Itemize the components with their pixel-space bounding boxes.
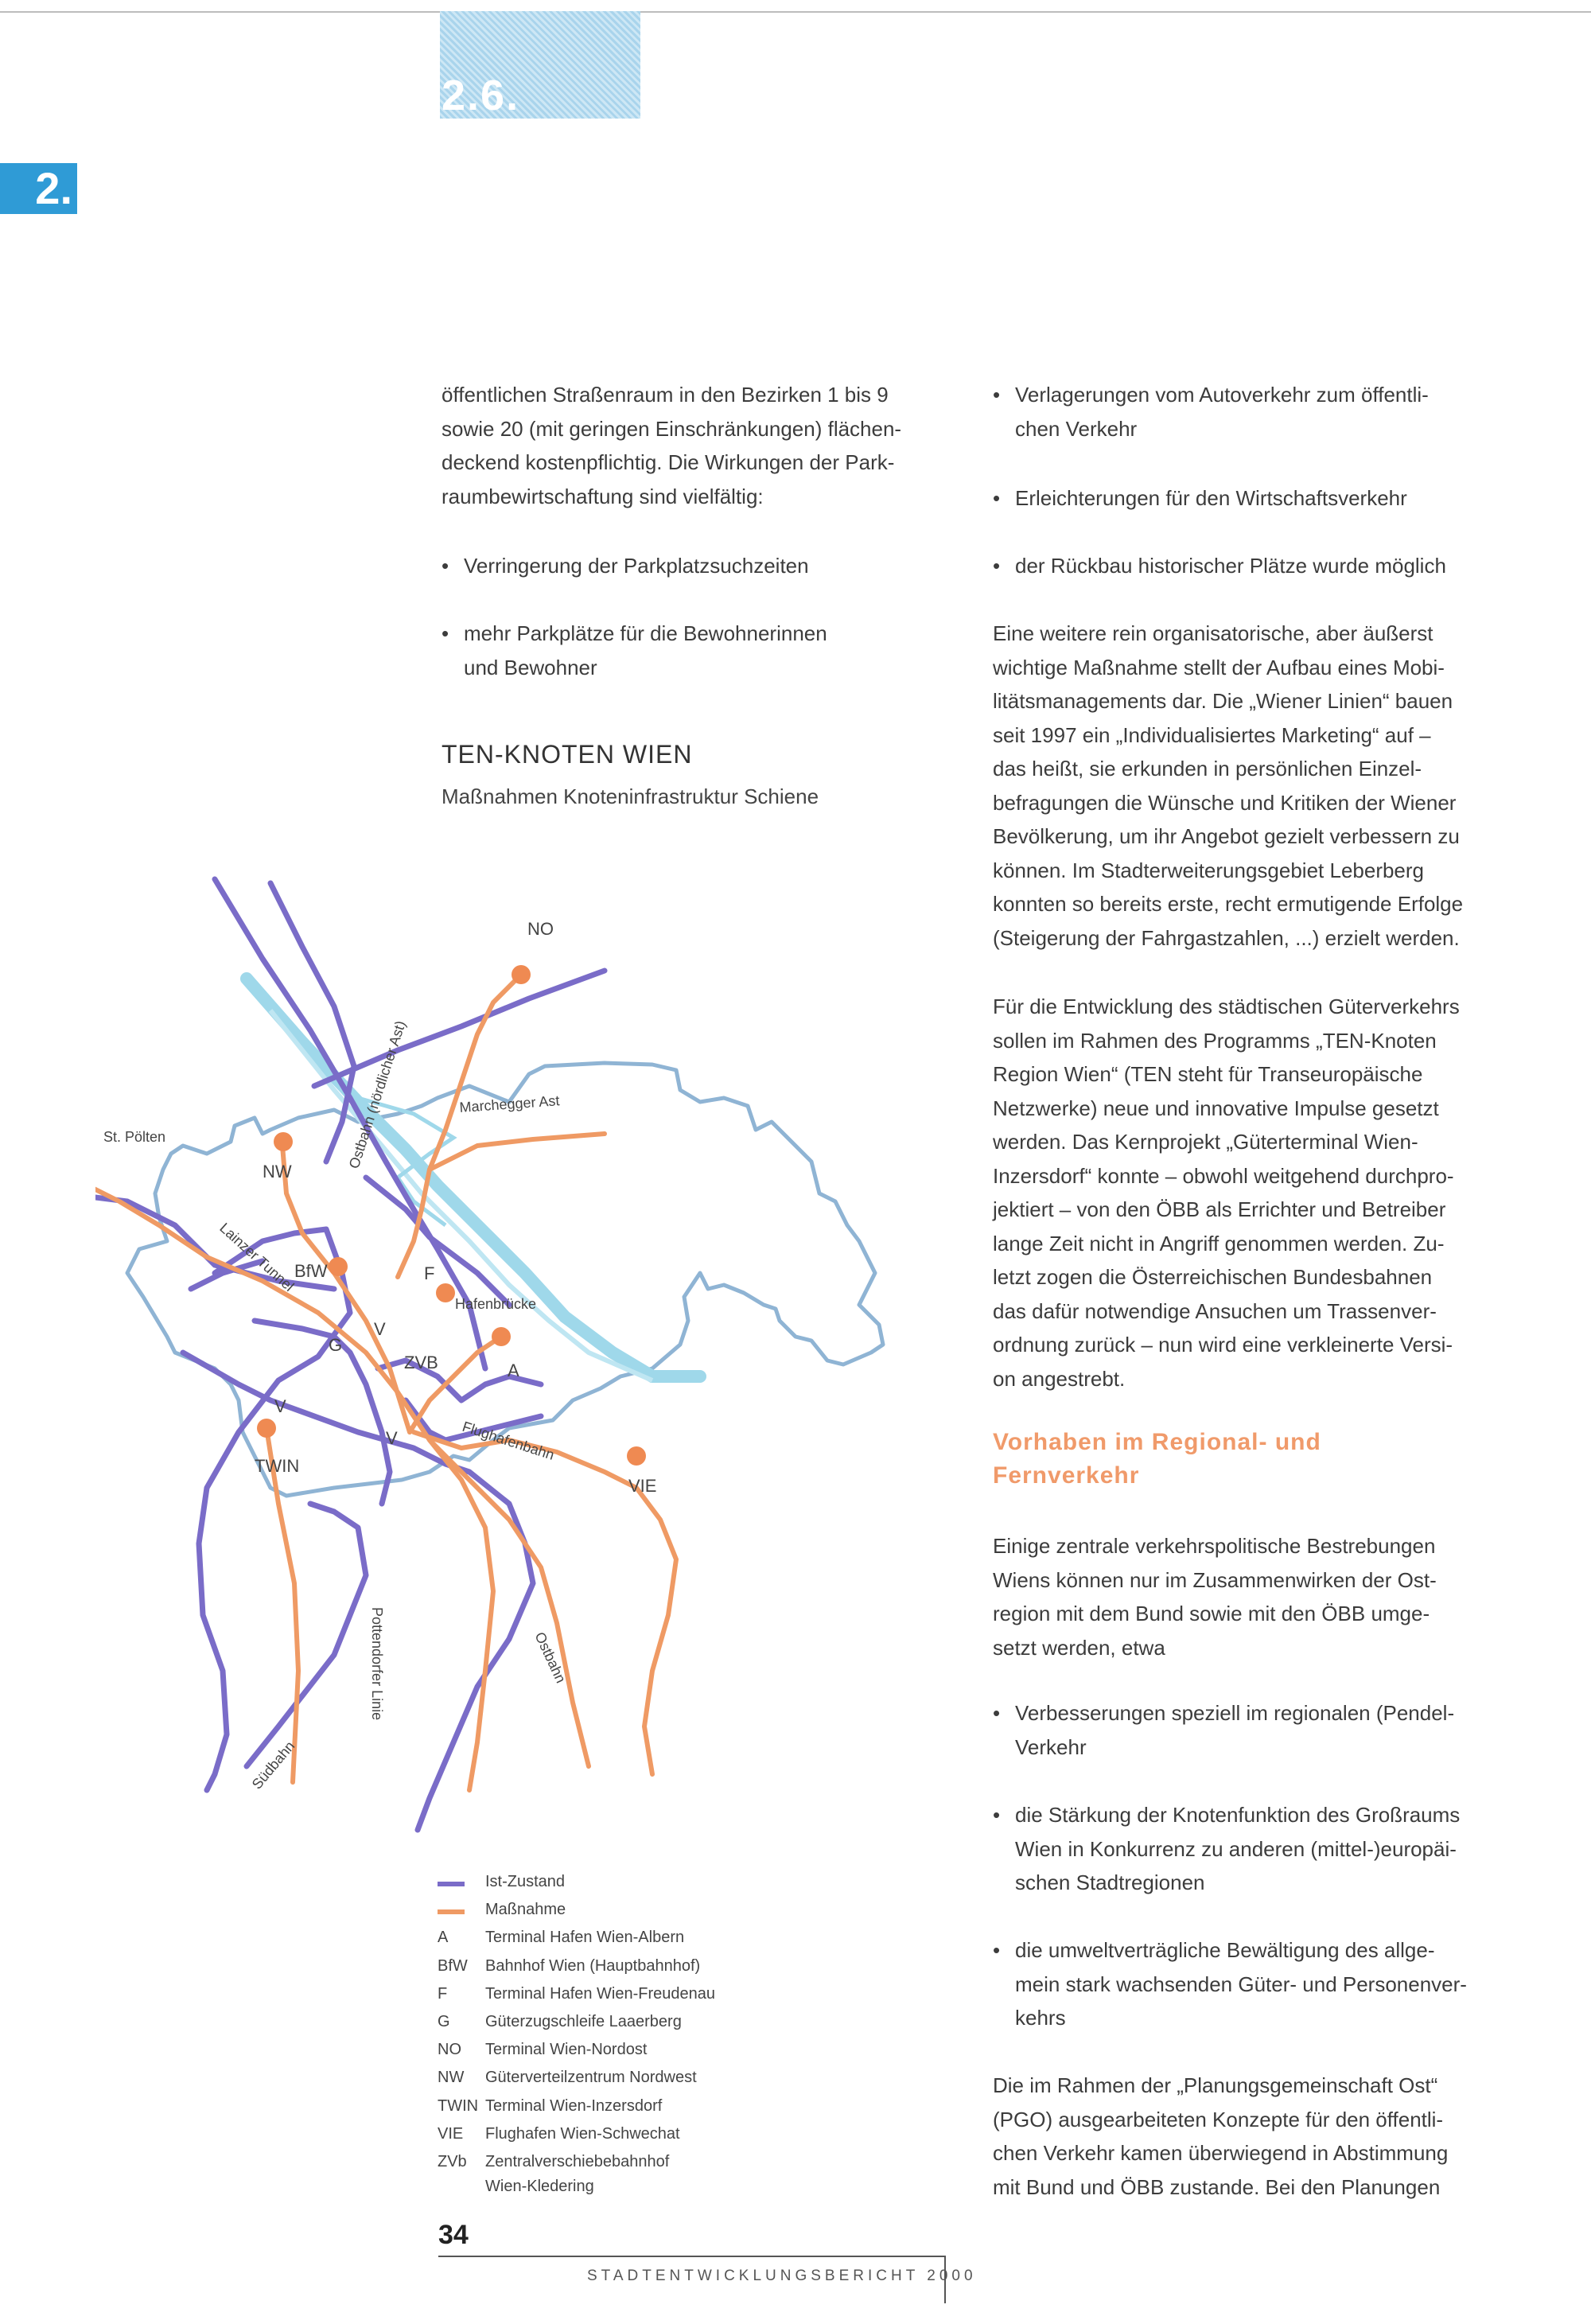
legend-row [438, 2148, 715, 2176]
text-line: region mit dem Bund sowie mit den ÖBB umge- [993, 1602, 1430, 1625]
node-nw [274, 1132, 293, 1151]
existing-line-pottendorf [247, 1504, 366, 1766]
label-g: G [329, 1335, 343, 1355]
node-no [512, 965, 531, 984]
legend-label: Güterverteilzentrum Nordwest [485, 2069, 697, 2087]
label-ostbahn: Ostbahn [531, 1629, 570, 1686]
footer-rule [438, 2256, 944, 2257]
label-flughafenbahn: Flughafenbahn [460, 1418, 557, 1463]
text-line: können. Im Stadterweiterungsgebiet Leberberg [993, 858, 1425, 882]
right-bullet-2 [993, 481, 1502, 516]
legend-row [438, 2036, 715, 2064]
text-line: werden. Das Kernprojekt „Güterterminal Wien- [993, 1130, 1418, 1154]
label-lainzer-tunnel: Lainzer Tunnel [216, 1220, 298, 1294]
legend-row [438, 2176, 715, 2197]
legend-label: Maßnahme [485, 1901, 566, 1919]
bullet-text: die umweltverträgliche Bewältigung des allge- [1015, 1938, 1435, 1962]
label-hafenbruecke: Hafenbrücke [455, 1296, 537, 1312]
paragraph-mobility-management [993, 617, 1502, 955]
text-line: öffentlichen Straßenraum in den Bezirken 1 bis 9 [442, 383, 889, 407]
label-v2: V [274, 1396, 286, 1416]
bullet-text: Verbesserungen speziell im regionalen (Pendel- [1015, 1701, 1455, 1725]
legend-swatch-existing [438, 1882, 465, 1886]
legend-key: NW [438, 2069, 465, 2087]
legend-key [438, 2176, 485, 2197]
text-line: lange Zeit nicht in Angriff genommen werden. Zu- [993, 1231, 1445, 1255]
bullet-text: Erleichterungen für den Wirtschaftsverkehr [1015, 486, 1407, 510]
legend-row [438, 2092, 715, 2120]
legend-label: Flughafen Wien-Schwechat [485, 2124, 680, 2143]
legend-key: ZVb [438, 2153, 467, 2171]
bullet-dot: • [993, 554, 1001, 578]
label-v3: V [386, 1428, 398, 1448]
legend-label: Ist-Zustand [485, 1873, 566, 1890]
bullet-dot: • [993, 383, 1001, 407]
measure-marchegg [430, 1134, 605, 1170]
section-heading [993, 1426, 1502, 1493]
legend-key: G [438, 2013, 450, 2031]
left-bullet-1 [442, 549, 951, 583]
legend-row [438, 1924, 715, 1952]
text-line: wichtige Maßnahme stellt der Aufbau eines Mobi- [993, 655, 1445, 679]
legend-key: F [438, 1984, 448, 2003]
text-line: raumbewirtschaftung sind vielfältig: [442, 484, 764, 508]
legend-key: TWIN [438, 2096, 479, 2115]
text-line: setzt werden, etwa [993, 1635, 1165, 1660]
text-line: chen Verkehr kamen überwiegend in Abstimmung [993, 2141, 1449, 2165]
label-no: NO [527, 919, 554, 939]
legend-label: Zentralverschiebebahnhof [485, 2153, 670, 2171]
node-a [492, 1327, 511, 1346]
label-a: A [508, 1361, 519, 1380]
right-bullet-3 [993, 549, 1502, 583]
heading-line: Fernverkehr [993, 1462, 1140, 1489]
legend-row-measure [438, 1896, 715, 1924]
legend-key: NO [438, 2041, 461, 2059]
text-line: on angestrebt. [993, 1366, 1126, 1391]
node-vie [627, 1446, 646, 1466]
label-marchegger-ast: Marchegger Ast [458, 1092, 561, 1115]
text-line: Eine weitere rein organisatorische, aber äußerst [993, 621, 1433, 645]
bullet-dot: • [993, 1803, 1001, 1827]
text-line: jektiert – von den ÖBB als Errichter und Betreiber [993, 1197, 1446, 1221]
right-bullet-6 [993, 1933, 1502, 2035]
legend-row [438, 2008, 715, 2036]
bullet-text: Wien in Konkurrenz zu anderen (mittel-)europäi- [1015, 1836, 1457, 1861]
heading-line: Vorhaben im Regional- und [993, 1429, 1321, 1455]
text-line: seit 1997 ein „Individualisiertes Marketing“ auf – [993, 722, 1431, 747]
legend-label: Güterzugschleife Laaerberg [485, 2013, 682, 2031]
legend-key: VIE [438, 2124, 464, 2143]
existing-line-nordbahn [314, 971, 605, 1086]
legend-label: Terminal Wien-Nordost [485, 2041, 648, 2059]
chapter-badge: 2. [0, 163, 77, 214]
bullet-text: mein stark wachsenden Güter- und Personenver- [1015, 1972, 1467, 1996]
paragraph-pgo [993, 2069, 1502, 2204]
bullet-dot: • [993, 486, 1001, 510]
bullet-dot: • [442, 621, 449, 645]
bullet-dot: • [993, 1701, 1001, 1725]
bullet-dot: • [993, 1938, 1001, 1962]
text-line: Inzersdorf“ konnte – obwohl weitgehend durchpro- [993, 1163, 1454, 1188]
legend-label: Terminal Wien-Inzersdorf [485, 2096, 663, 2115]
bullet-text: mehr Parkplätze für die Bewohnerinnen [464, 621, 827, 645]
label-v1: V [374, 1319, 386, 1339]
map-legend [438, 1868, 715, 2197]
text-line: ordnung zurück – nun wird eine verkleinerte Versi- [993, 1333, 1453, 1357]
text-line: Wiens können nur im Zusammenwirken der Ost- [993, 1567, 1437, 1592]
label-st-poelten: St. Pölten [103, 1129, 166, 1145]
ten-knoten-map [95, 827, 955, 1846]
section-number: 2.6. [442, 72, 520, 119]
text-line: konnten so bereits erste, recht ermutigende Erfolge [993, 892, 1464, 916]
label-nw: NW [263, 1162, 292, 1181]
bullet-text: schen Stadtregionen [1015, 1870, 1205, 1894]
legend-label: Terminal Hafen Wien-Albern [485, 1929, 685, 1947]
label-zvb: ZVB [404, 1353, 438, 1372]
text-line: (PGO) ausgearbeiteten Konzepte für den öffentli- [993, 2107, 1444, 2131]
measure-ostbahn [430, 1440, 589, 1766]
legend-label: Terminal Hafen Wien-Freudenau [485, 1984, 716, 2003]
text-line: Die im Rahmen der „Planungsgemeinschaft Ost“ [993, 2073, 1438, 2097]
label-bfw: BfW [294, 1261, 328, 1281]
legend-label: Bahnhof Wien (Hauptbahnhof) [485, 1956, 701, 1975]
bullet-dot: • [442, 554, 449, 578]
bullet-text: Verkehr [1015, 1734, 1087, 1759]
legend-row [438, 1980, 715, 2008]
node-bfw [329, 1257, 348, 1276]
label-f: F [424, 1263, 435, 1283]
text-line: das dafür notwendige Ansuchen um Trassenver- [993, 1298, 1437, 1323]
text-line: sowie 20 (mit geringen Einschränkungen) flächen- [442, 416, 902, 441]
page-number: 34 [438, 2220, 469, 2250]
right-bullet-4 [993, 1696, 1502, 1764]
label-twin: TWIN [255, 1456, 300, 1476]
legend-row [438, 1952, 715, 1980]
text-line: (Steigerung der Fahrgastzahlen, ...) erzielt werden. [993, 925, 1460, 950]
right-bullet-1 [993, 378, 1502, 446]
bullet-text: die Stärkung der Knotenfunktion des Großraums [1015, 1803, 1461, 1827]
bullet-text: Verlagerungen vom Autoverkehr zum öffentli- [1015, 383, 1429, 407]
paragraph-regional [993, 1529, 1502, 1664]
label-pottendorfer-linie: Pottendorfer Linie [369, 1607, 385, 1721]
bullet-text: chen Verkehr [1015, 416, 1138, 441]
figure-title: TEN-KNOTEN WIEN [442, 740, 693, 769]
text-line: Region Wien“ (TEN steht für Transeuropäische [993, 1062, 1423, 1086]
bullet-text: Verringerung der Parkplatzsuchzeiten [464, 554, 809, 578]
left-bullet-2 [442, 617, 951, 684]
text-line: mit Bund und ÖBB zustande. Bei den Planungen [993, 2174, 1441, 2199]
bullet-text: und Bewohner [464, 655, 597, 679]
bullet-text: kehrs [1015, 2006, 1066, 2030]
measure-nordwest [282, 1146, 410, 1432]
top-rule [0, 11, 1591, 13]
text-line: Für die Entwicklung des städtischen Güterverkehrs [993, 995, 1460, 1018]
legend-row [438, 2120, 715, 2148]
text-line: das heißt, sie erkunden in persönlichen Einzel- [993, 757, 1422, 781]
right-bullet-5 [993, 1798, 1502, 1900]
measure-twin [266, 1428, 298, 1782]
paragraph-freight [993, 990, 1502, 1396]
figure-subtitle: Maßnahmen Knoteninfrastruktur Schiene [442, 784, 819, 808]
text-line: Bevölkerung, um ihr Angebot gezielt verbessern zu [993, 824, 1460, 848]
legend-key: A [438, 1929, 449, 1947]
text-line: sollen im Rahmen des Programms „TEN-Knoten [993, 1028, 1437, 1053]
publication-title: STADTENTWICKLUNGSBERICHT 2000 [587, 2268, 977, 2284]
text-line: deckend kostenpflichtig. Die Wirkungen der Park- [442, 450, 895, 474]
text-line: Einige zentrale verkehrspolitische Bestrebungen [993, 1534, 1436, 1558]
legend-swatch-measure [438, 1909, 465, 1914]
bullet-text: der Rückbau historischer Plätze wurde möglich [1015, 554, 1446, 578]
legend-key: BfW [438, 1956, 468, 1975]
section-tab [440, 11, 640, 119]
node-twin [257, 1419, 276, 1438]
label-vie: VIE [628, 1476, 657, 1496]
left-intro-paragraph [442, 378, 951, 513]
text-line: letzt zogen die Österreichischen Bundesbahnen [993, 1265, 1433, 1289]
legend-label: Wien-Kledering [485, 2178, 594, 2196]
label-suedbahn: Südbahn [248, 1738, 298, 1793]
node-f [436, 1283, 455, 1302]
text-line: befragungen die Wünsche und Kritiken der Wiener [993, 790, 1457, 815]
label-ostbahn-nord: Ostbahn (nördlicher Ast) [345, 1018, 409, 1171]
text-line: litätsmanagements dar. Die „Wiener Linien“ bauen [993, 689, 1453, 713]
legend-row-existing [438, 1868, 715, 1896]
text-line: Netzwerke) neue und innovative Impulse gesetzt [993, 1096, 1439, 1120]
legend-row [438, 2064, 715, 2092]
